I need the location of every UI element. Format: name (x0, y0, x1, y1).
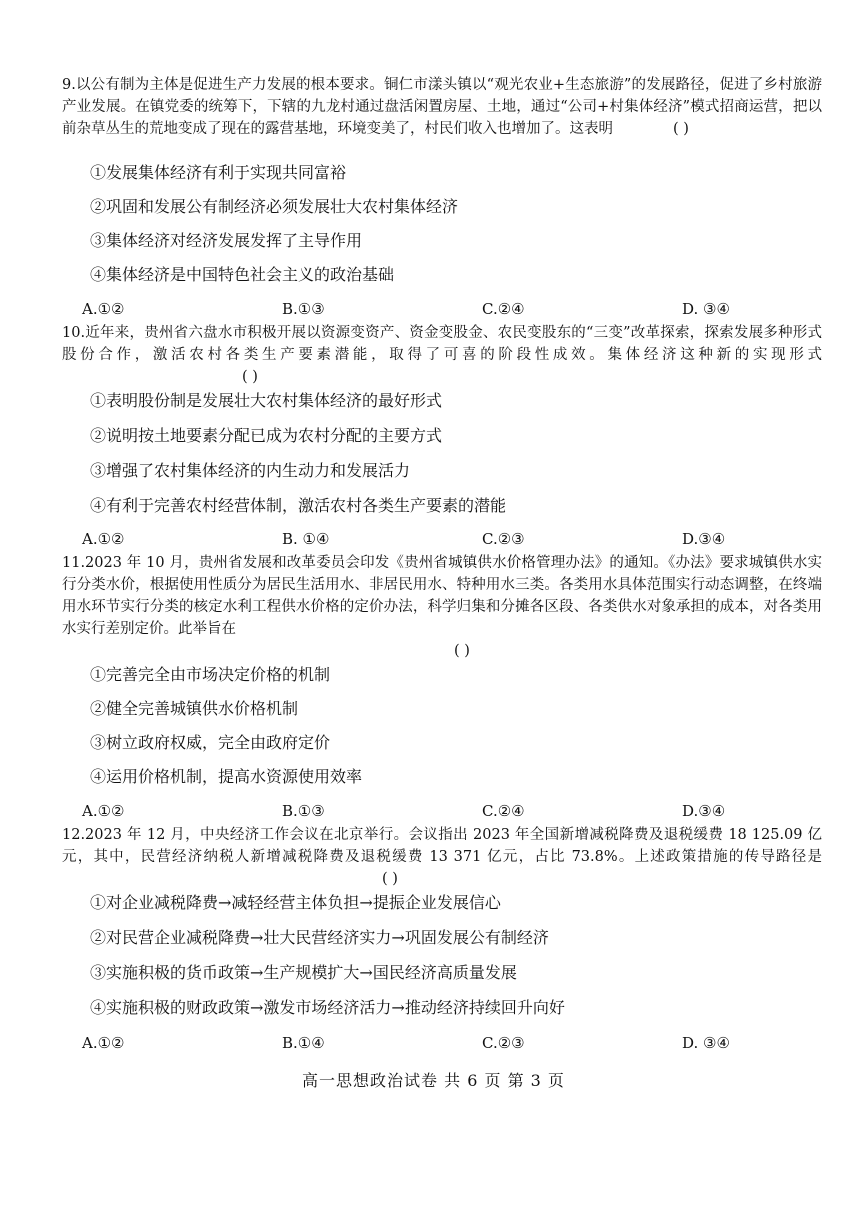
question-9-answer-blank: ( ) (673, 121, 689, 137)
question-9-option-3: ③集体经济对经济发展发挥了主导作用 (90, 231, 363, 250)
question-9-option-4: ④集体经济是中国特色社会主义的政治基础 (90, 265, 395, 284)
question-12-choice-d: D. ③④ (682, 1034, 730, 1052)
question-9-choice-a: A.①② (82, 300, 125, 318)
question-10-choices (82, 530, 782, 552)
question-10-choice-c: C.②③ (482, 530, 525, 548)
question-11-answer-blank: ( ) (454, 643, 470, 659)
question-12-answer-blank: ( ) (382, 871, 398, 887)
question-10-option-3: ③增强了农村集体经济的内生动力和发展活力 (90, 461, 411, 480)
question-12-choices (82, 1034, 782, 1056)
question-10-stem (62, 322, 822, 388)
question-12-option-2: ②对民营企业减税降费→壮大民营经济实力→巩固发展公有制经济 (90, 928, 549, 947)
question-10-choice-d: D.③④ (682, 530, 726, 548)
question-10-answer-blank: ( ) (242, 369, 258, 385)
question-10-option-2: ②说明按土地要素分配已成为农村分配的主要方式 (90, 426, 443, 445)
question-12-option-3: ③实施积极的货币政策→生产规模扩大→国民经济高质量发展 (90, 963, 517, 982)
question-11-choice-d: D.③④ (682, 802, 726, 820)
question-9-choice-d: D. ③④ (682, 300, 730, 318)
question-11-choices (82, 802, 782, 824)
question-10-option-4: ④有利于完善农村经营体制，激活农村各类生产要素的潜能 (90, 496, 507, 515)
question-11-stem (62, 552, 822, 662)
question-10-choice-a: A.①② (82, 530, 125, 548)
question-10-option-1: ①表明股份制是发展壮大农村集体经济的最好形式 (90, 391, 443, 410)
question-9-choice-c: C.②④ (482, 300, 525, 318)
question-11-option-1: ①完善完全由市场决定价格的机制 (90, 665, 331, 684)
question-9-option-2: ②巩固和发展公有制经济必须发展壮大农村集体经济 (90, 197, 459, 216)
question-12-stem (62, 824, 822, 890)
question-9-text: 9.以公有制为主体是促进生产力发展的根本要求。铜仁市漾头镇以“观光农业+生态旅游”的发展路径，促进了乡村旅游产业发展。在镇党委的统筹下，下辖的九龙村通过盘活闲置房屋、土地，通过“公司+村集体经济”模式招商运营，把以前杂草丛生的荒地变成了现在的露营基地，环境变美了，村民们收入也增加了。这表明 (62, 77, 822, 137)
question-11-choice-a: A.①② (82, 802, 125, 820)
question-12-choice-a: A.①② (82, 1034, 125, 1052)
question-12-choice-b: B.①④ (282, 1034, 325, 1052)
question-11-option-3: ③树立政府权威，完全由政府定价 (90, 733, 331, 752)
question-9-choice-b: B.①③ (282, 300, 325, 318)
question-10-choice-b: B. ①④ (282, 530, 330, 548)
question-12-choice-c: C.②③ (482, 1034, 525, 1052)
question-11-choice-c: C.②④ (482, 802, 525, 820)
question-11-option-2: ②健全完善城镇供水价格机制 (90, 699, 299, 718)
question-12-text: 12.2023 年 12 月，中央经济工作会议在北京举行。会议指出 2023 年全国新增减税降费及退税缓费 18 125.09 亿元，其中，民营经济纳税人新增减税降费及退税缓费 13 371 亿元，占比 73.8%。上述政策措施的传导路径是 (62, 827, 822, 865)
question-10-text: 10.近年来，贵州省六盘水市积极开展以资源变资产、资金变股金、农民变股东的“三变”改革探索，探索发展多种形式股份合作，激活农村各类生产要素潜能，取得了可喜的阶段性成效。集体经济这种新的实现形式 (62, 325, 822, 363)
question-9-choices (82, 300, 782, 322)
question-12-option-1: ①对企业减税降费→减轻经营主体负担→提振企业发展信心 (90, 893, 501, 912)
question-11-text: 11.2023 年 10 月，贵州省发展和改革委员会印发《贵州省城镇供水价格管理办法》的通知。《办法》要求城镇供水实行分类水价，根据使用性质分为居民生活用水、非居民用水、特种用水三类。各类用水具体范围实行动态调整，在终端用水环节实行分类的核定水利工程供水价格的定价办法，科学归集和分摊各区段、各类供水对象承担的成本，对各类用水实行差别定价。此举旨在 (62, 555, 822, 637)
question-12-option-4: ④实施积极的财政政策→激发市场经济活力→推动经济持续回升向好 (90, 998, 565, 1017)
page-footer: 高一思想政治试卷 共 6 页 第 3 页 (302, 1071, 565, 1090)
question-9-option-1: ①发展集体经济有利于实现共同富裕 (90, 163, 347, 182)
question-11-choice-b: B.①③ (282, 802, 325, 820)
question-9-stem (62, 74, 822, 140)
question-11-option-4: ④运用价格机制，提高水资源使用效率 (90, 767, 363, 786)
